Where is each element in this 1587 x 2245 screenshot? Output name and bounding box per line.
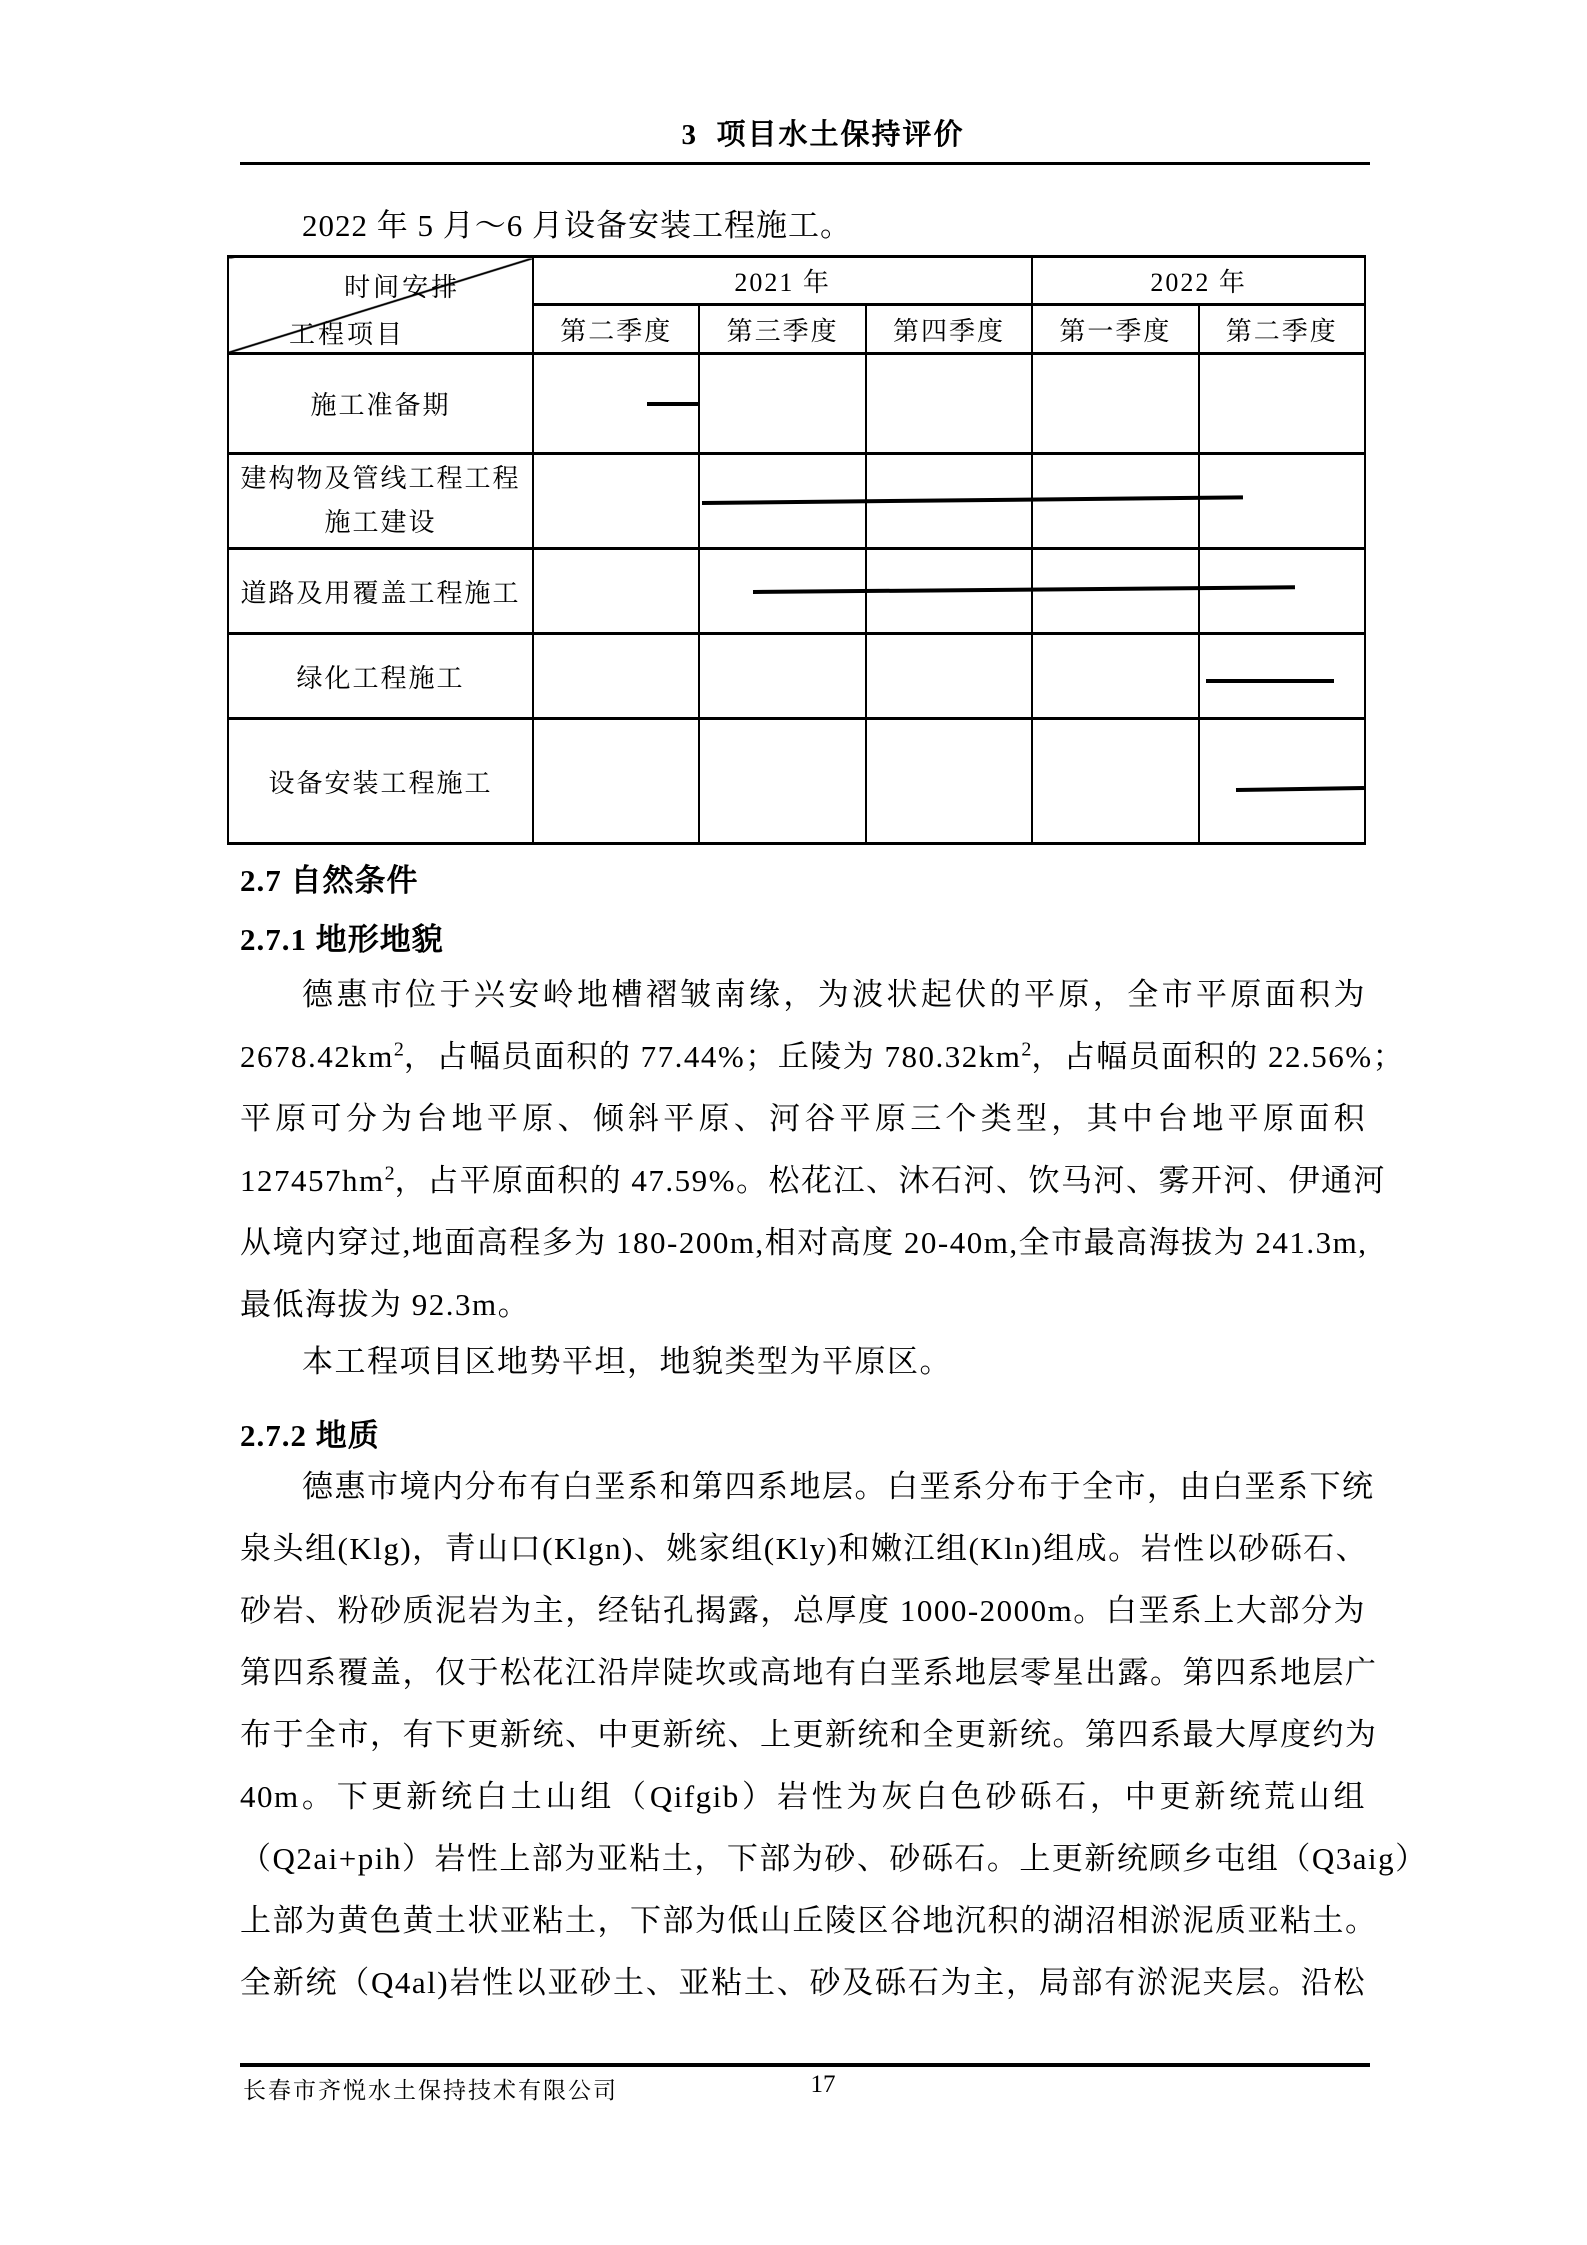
text-segment: ，占幅员面积的 77.44%；丘陵为 780.32km (403, 1039, 1022, 1074)
footer-rule (240, 2063, 1370, 2067)
section-heading-2-7-2: 2.7.2 地质 (240, 1418, 380, 1453)
task-label: 施工准备期 (228, 354, 533, 454)
gantt-cell (866, 634, 1032, 719)
gantt-cell (866, 719, 1032, 844)
paragraph-terrain (240, 964, 1406, 1336)
section-heading-2-7-1: 2.7.1 地形地貌 (240, 922, 444, 957)
gantt-cell (1199, 354, 1365, 454)
quarter-header: 第二季度 (533, 305, 699, 354)
task-label: 设备安装工程施工 (228, 719, 533, 844)
gantt-cell (533, 719, 699, 844)
gantt-cell (1032, 719, 1198, 844)
paragraph-line: 全新统（Q4al)岩性以亚砂土、亚粘土、砂及砾石为主，局部有淤泥夹层。沿松 (240, 1965, 1366, 2000)
task-label: 道路及用覆盖工程施工 (228, 549, 533, 634)
gantt-cell (533, 354, 699, 454)
gantt-table (227, 255, 1366, 845)
gantt-cell (699, 719, 865, 844)
superscript: 2 (384, 1162, 395, 1185)
paragraph-line: 布于全市，有下更新统、中更新统、上更新统和全更新统。第四系最大厚度约为 (240, 1717, 1378, 1752)
corner-label-project: 工程项目 (289, 320, 406, 349)
text-segment: ，占平原面积的 47.59%。松花江、沐石河、饮马河、雾开河、伊通河 (394, 1163, 1386, 1198)
quarter-header: 第四季度 (866, 305, 1032, 354)
quarter-header: 第一季度 (1032, 305, 1198, 354)
gantt-cell (866, 454, 1032, 549)
paragraph-line: 本工程项目区地势平坦，地貌类型为平原区。 (302, 1344, 952, 1379)
footer-page-number: 17 (810, 2071, 836, 2098)
table-row (228, 719, 1365, 844)
gantt-cell (1199, 634, 1365, 719)
header-rule (240, 162, 1370, 165)
gantt-cell (699, 634, 865, 719)
schedule-table (227, 255, 1364, 842)
paragraph-line: 40m。下更新统白土山组（Qifgib）岩性为灰白色砂砾石，中更新统荒山组 (240, 1779, 1366, 1814)
gantt-cell (533, 634, 699, 719)
paragraph-line: 从境内穿过,地面高程多为 180-200m,相对高度 20-40m,全市最高海拔为 241.3m, (240, 1225, 1368, 1260)
gantt-cell (533, 454, 699, 549)
gantt-cell (1032, 454, 1198, 549)
paragraph-line (240, 1026, 1406, 1088)
gantt-cell (866, 354, 1032, 454)
text-segment: 2678.42km (240, 1039, 394, 1074)
paragraph-line: 德惠市境内分布有白垩系和第四系地层。白垩系分布于全市，由白垩系下统 (302, 1469, 1375, 1504)
year-header-2021: 2021 年 (533, 257, 1032, 305)
corner-label-time: 时间安排 (344, 273, 461, 302)
gantt-cell (1199, 549, 1365, 634)
gantt-cell (533, 549, 699, 634)
paragraph-line (240, 1150, 1386, 1212)
text-segment: ，占幅员面积的 22.56%； (1031, 1039, 1406, 1074)
table-row (228, 454, 1365, 549)
footer-company: 长春市齐悦水土保持技术有限公司 (243, 2078, 618, 2103)
gantt-cell (1199, 719, 1365, 844)
paragraph-site (240, 1331, 1366, 1393)
paragraph-line: 砂岩、粉砂质泥岩为主，经钻孔揭露，总厚度 1000-2000m。白垩系上大部分为 (240, 1593, 1366, 1628)
gantt-cell (1199, 454, 1365, 549)
gantt-cell (699, 354, 865, 454)
task-label: 建构物及管线工程工程施工建设 (228, 454, 533, 549)
paragraph-geology (240, 1456, 1428, 2014)
gantt-cell (1032, 549, 1198, 634)
quarter-header: 第三季度 (699, 305, 865, 354)
paragraph-line: 平原可分为台地平原、倾斜平原、河谷平原三个类型，其中台地平原面积 (240, 1101, 1366, 1136)
paragraph-line: 泉头组(Klg)，青山口(Klgn)、姚家组(Kly)和嫩江组(Kln)组成。岩性以砂砾石、 (240, 1531, 1369, 1566)
paragraph-line: 德惠市位于兴安岭地槽褶皱南缘，为波状起伏的平原，全市平原面积为 (302, 977, 1366, 1012)
superscript: 2 (1021, 1038, 1032, 1061)
paragraph-line: 第四系覆盖，仅于松花江沿岸陡坎或高地有白垩系地层零星出露。第四系地层广 (240, 1655, 1378, 1690)
section-heading-2-7: 2.7 自然条件 (240, 863, 419, 898)
table-row (228, 634, 1365, 719)
gantt-cell (699, 454, 865, 549)
task-label: 绿化工程施工 (228, 634, 533, 719)
paragraph-line: （Q2ai+pih）岩性上部为亚粘土，下部为砂、砂砾石。上更新统顾乡屯组（Q3aig） (240, 1841, 1428, 1876)
quarter-header: 第二季度 (1199, 305, 1365, 354)
superscript: 2 (393, 1038, 404, 1061)
paragraph-line: 最低海拔为 92.3m。 (240, 1287, 531, 1322)
gantt-cell (1032, 634, 1198, 719)
table-row (228, 549, 1365, 634)
corner-cell (228, 257, 533, 354)
gantt-cell (1032, 354, 1198, 454)
page-title: 3 项目水土保持评价 (681, 119, 965, 151)
year-header-2022: 2022 年 (1032, 257, 1365, 305)
gantt-cell (699, 549, 865, 634)
text-segment: 127457hm (240, 1163, 385, 1198)
intro-text: 2022 年 5 月～6 月设备安装工程施工。 (302, 208, 852, 243)
gantt-cell (866, 549, 1032, 634)
paragraph-line: 上部为黄色黄土状亚粘土，下部为低山丘陵区谷地沉积的湖沼相淤泥质亚粘土。 (240, 1903, 1378, 1938)
table-row (228, 354, 1365, 454)
